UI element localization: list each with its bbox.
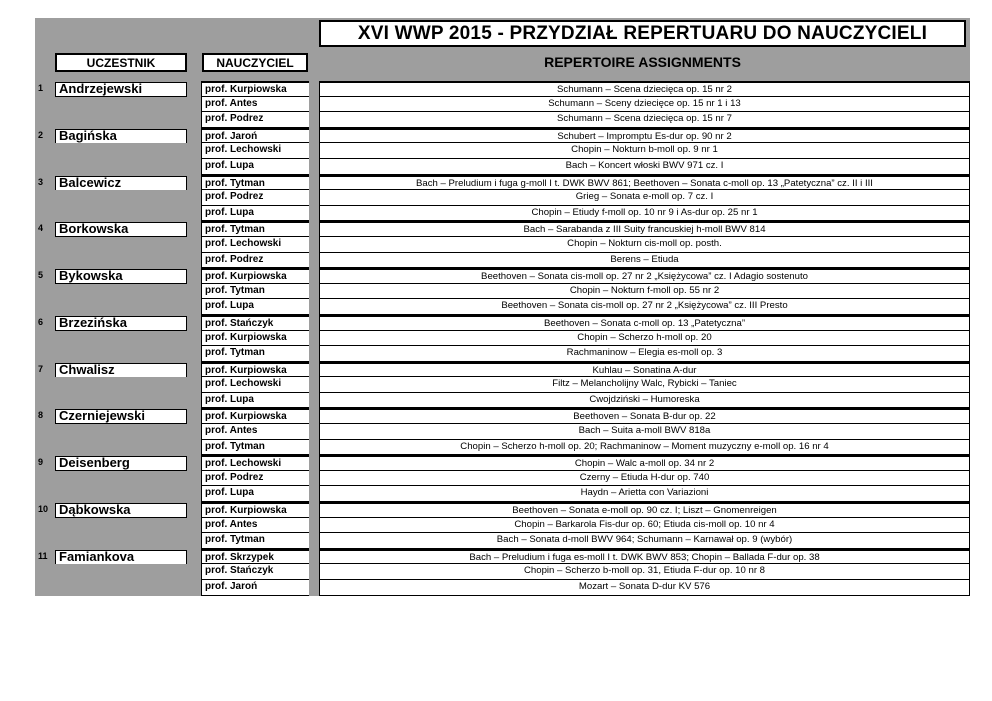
- separator-strip: [309, 533, 319, 549]
- student-cell: [35, 564, 201, 580]
- table-row: [35, 81, 970, 97]
- separator-strip: [309, 299, 319, 315]
- teacher-cell: prof. Lupa: [201, 393, 309, 409]
- teacher-cell: prof. Antes: [201, 97, 309, 113]
- separator-strip: [309, 253, 319, 269]
- teacher-cell: prof. Kurpiowska: [201, 408, 309, 424]
- repertoire-cell: Chopin – Scherzo h-moll op. 20: [319, 331, 970, 347]
- table-row: [35, 190, 970, 206]
- repertoire-cell: Beethoven – Sonata e-moll op. 90 cz. I; Liszt – Gnomenreigen: [319, 502, 970, 518]
- teacher-cell: prof. Tytman: [201, 284, 309, 300]
- teacher-cell: prof. Antes: [201, 518, 309, 534]
- repertoire-cell: Rachmaninow – Elegia es-moll op. 3: [319, 346, 970, 362]
- teacher-cell: prof. Lechowski: [201, 143, 309, 159]
- teacher-cell: prof. Podrez: [201, 253, 309, 269]
- student-name: Famiankova: [55, 550, 187, 565]
- separator-strip: [309, 284, 319, 300]
- separator-strip: [309, 81, 319, 97]
- repertoire-cell: Beethoven – Sonata c-moll op. 13 „Patetyczna”: [319, 315, 970, 331]
- student-number: 10: [38, 504, 49, 515]
- repertoire-cell: Bach – Preludium i fuga es-moll I t. DWK BWV 853; Chopin – Ballada F-dur op. 38: [319, 549, 970, 565]
- student-number: 2: [38, 129, 44, 140]
- student-cell: [35, 128, 201, 144]
- repertoire-cell: Berens – Etiuda: [319, 253, 970, 269]
- repertoire-cell: Cwojdziński – Humoreska: [319, 393, 970, 409]
- separator-strip: [309, 331, 319, 347]
- student-number: 8: [38, 410, 44, 421]
- repertoire-cell: Bach – Sonata d-moll BWV 964; Schumann – Karnawał op. 9 (wybór): [319, 533, 970, 549]
- separator-strip: [309, 486, 319, 502]
- separator-strip: [309, 518, 319, 534]
- separator-strip: [309, 455, 319, 471]
- repertoire-cell: Chopin – Scherzo b-moll op. 31, Etiuda F-dur op. 10 nr 8: [319, 564, 970, 580]
- teacher-cell: prof. Lechowski: [201, 377, 309, 393]
- separator-strip: [309, 159, 319, 175]
- student-cell: [35, 237, 201, 253]
- separator-strip: [309, 97, 319, 113]
- teacher-cell: prof. Stańczyk: [201, 564, 309, 580]
- teacher-cell: prof. Tytman: [201, 440, 309, 456]
- student-number: 6: [38, 316, 44, 327]
- separator-strip: [309, 143, 319, 159]
- repertoire-cell: Czerny – Etiuda H-dur op. 740: [319, 471, 970, 487]
- student-number: 4: [38, 223, 44, 234]
- repertoire-cell: Chopin – Nokturn b-moll op. 9 nr 1: [319, 143, 970, 159]
- table-row: [35, 377, 970, 393]
- column-header-student: UCZESTNIK: [55, 53, 187, 72]
- repertoire-cell: Mozart – Sonata D-dur KV 576: [319, 580, 970, 596]
- student-cell: [35, 81, 201, 97]
- table-row: [35, 440, 970, 456]
- student-cell: [35, 268, 201, 284]
- separator-strip: [309, 190, 319, 206]
- student-number: 7: [38, 363, 44, 374]
- student-name: Andrzejewski: [55, 82, 187, 97]
- student-cell: [35, 206, 201, 222]
- table-row: [35, 268, 970, 284]
- teacher-cell: prof. Jaroń: [201, 128, 309, 144]
- repertoire-cell: Beethoven – Sonata cis-moll op. 27 nr 2 „Księżycowa” cz. I Adagio sostenuto: [319, 268, 970, 284]
- repertoire-cell: Chopin – Barkarola Fis-dur op. 60; Etiuda cis-moll op. 10 nr 4: [319, 518, 970, 534]
- teacher-cell: prof. Lupa: [201, 206, 309, 222]
- repertoire-cell: Bach – Suita a-moll BWV 818a: [319, 424, 970, 440]
- teacher-cell: prof. Tytman: [201, 346, 309, 362]
- student-cell: [35, 97, 201, 113]
- student-number: 11: [38, 550, 48, 561]
- student-cell: [35, 440, 201, 456]
- assignment-rows: [35, 81, 970, 596]
- repertoire-cell: Chopin – Scherzo h-moll op. 20; Rachmaninow – Moment muzyczny e-moll op. 16 nr 4: [319, 440, 970, 456]
- student-name: Chwalisz: [55, 363, 187, 378]
- separator-strip: [309, 440, 319, 456]
- separator-strip: [309, 175, 319, 191]
- table-row: [35, 518, 970, 534]
- column-header-teacher: NAUCZYCIEL: [202, 53, 308, 72]
- student-number: 1: [38, 83, 44, 93]
- student-cell: [35, 315, 201, 331]
- separator-strip: [309, 549, 319, 565]
- separator-strip: [309, 424, 319, 440]
- table-row: [35, 580, 970, 596]
- student-name: Bagińska: [55, 129, 187, 144]
- separator-strip: [309, 393, 319, 409]
- teacher-cell: prof. Lupa: [201, 159, 309, 175]
- table-row: [35, 299, 970, 315]
- student-cell: [35, 486, 201, 502]
- table-row: [35, 424, 970, 440]
- student-cell: [35, 221, 201, 237]
- separator-strip: [309, 112, 319, 128]
- student-cell: [35, 299, 201, 315]
- table-row: [35, 331, 970, 347]
- table-row: [35, 221, 970, 237]
- separator-strip: [309, 206, 319, 222]
- table-row: [35, 486, 970, 502]
- page-title: XVI WWP 2015 - PRZYDZIAŁ REPERTUARU DO NAUCZYCIELI: [319, 20, 966, 47]
- student-name: Bykowska: [55, 269, 187, 284]
- repertoire-cell: Bach – Preludium i fuga g-moll I t. DWK BWV 861; Beethoven – Sonata c-moll op. 13 „Patetyczna” cz. II i III: [319, 175, 970, 191]
- separator-strip: [309, 564, 319, 580]
- separator-strip: [309, 221, 319, 237]
- teacher-cell: prof. Kurpiowska: [201, 502, 309, 518]
- repertoire-cell: Chopin – Etiudy f-moll op. 10 nr 9 i As-dur op. 25 nr 1: [319, 206, 970, 222]
- repertoire-cell: Bach – Sarabanda z III Suity francuskiej h-moll BWV 814: [319, 221, 970, 237]
- separator-strip: [309, 128, 319, 144]
- teacher-cell: prof. Kurpiowska: [201, 81, 309, 97]
- student-cell: [35, 175, 201, 191]
- student-cell: [35, 253, 201, 269]
- table-row: [35, 237, 970, 253]
- student-cell: [35, 346, 201, 362]
- table-row: [35, 455, 970, 471]
- student-cell: [35, 408, 201, 424]
- table-row: [35, 393, 970, 409]
- teacher-cell: prof. Skrzypek: [201, 549, 309, 565]
- student-number: 3: [38, 176, 44, 187]
- student-name: Borkowska: [55, 222, 187, 237]
- table-row: [35, 175, 970, 191]
- separator-strip: [309, 315, 319, 331]
- student-cell: [35, 159, 201, 175]
- student-cell: [35, 455, 201, 471]
- teacher-cell: prof. Stańczyk: [201, 315, 309, 331]
- student-cell: [35, 580, 201, 596]
- student-cell: [35, 393, 201, 409]
- table-row: [35, 362, 970, 378]
- table-row: [35, 159, 970, 175]
- repertoire-cell: Schumann – Sceny dziecięce op. 15 nr 1 i 13: [319, 97, 970, 113]
- student-name: Czerniejewski: [55, 409, 187, 424]
- teacher-cell: prof. Tytman: [201, 175, 309, 191]
- table-row: [35, 128, 970, 144]
- repertoire-cell: Chopin – Nokturn f-moll op. 55 nr 2: [319, 284, 970, 300]
- separator-strip: [309, 346, 319, 362]
- student-name: Balcewicz: [55, 176, 187, 191]
- student-name: Deisenberg: [55, 456, 187, 471]
- repertoire-cell: Schumann – Scena dziecięca op. 15 nr 2: [319, 81, 970, 97]
- teacher-cell: prof. Podrez: [201, 190, 309, 206]
- repertoire-cell: Grieg – Sonata e-moll op. 7 cz. I: [319, 190, 970, 206]
- repertoire-cell: Schumann – Scena dziecięca op. 15 nr 7: [319, 112, 970, 128]
- teacher-cell: prof. Tytman: [201, 221, 309, 237]
- student-cell: [35, 331, 201, 347]
- separator-strip: [309, 237, 319, 253]
- table-row: [35, 346, 970, 362]
- table-row: [35, 143, 970, 159]
- sheet-header: [35, 18, 970, 81]
- student-cell: [35, 190, 201, 206]
- teacher-cell: prof. Podrez: [201, 471, 309, 487]
- table-row: [35, 549, 970, 565]
- student-cell: [35, 533, 201, 549]
- page-subtitle: REPERTOIRE ASSIGNMENTS: [544, 54, 741, 70]
- repertoire-cell: Beethoven – Sonata B-dur op. 22: [319, 408, 970, 424]
- repertoire-cell: Schubert – Impromptu Es-dur op. 90 nr 2: [319, 128, 970, 144]
- student-cell: [35, 284, 201, 300]
- teacher-cell: prof. Lechowski: [201, 455, 309, 471]
- repertoire-cell: Filtz – Melancholijny Walc, Rybicki – Taniec: [319, 377, 970, 393]
- repertoire-cell: Chopin – Walc a-moll op. 34 nr 2: [319, 455, 970, 471]
- table-row: [35, 97, 970, 113]
- teacher-cell: prof. Kurpiowska: [201, 362, 309, 378]
- repertoire-cell: Haydn – Arietta con Variazioni: [319, 486, 970, 502]
- student-cell: [35, 362, 201, 378]
- separator-strip: [309, 377, 319, 393]
- teacher-cell: prof. Jaroń: [201, 580, 309, 596]
- student-number: 9: [38, 457, 44, 468]
- student-cell: [35, 471, 201, 487]
- table-row: [35, 502, 970, 518]
- repertoire-cell: Beethoven – Sonata cis-moll op. 27 nr 2 „Księżycowa” cz. III Presto: [319, 299, 970, 315]
- table-row: [35, 253, 970, 269]
- teacher-cell: prof. Antes: [201, 424, 309, 440]
- repertoire-sheet: [35, 18, 970, 596]
- separator-strip: [309, 268, 319, 284]
- teacher-cell: prof. Tytman: [201, 533, 309, 549]
- teacher-cell: prof. Kurpiowska: [201, 268, 309, 284]
- separator-strip: [309, 408, 319, 424]
- student-cell: [35, 112, 201, 128]
- table-row: [35, 112, 970, 128]
- table-row: [35, 564, 970, 580]
- student-cell: [35, 518, 201, 534]
- teacher-cell: prof. Lechowski: [201, 237, 309, 253]
- table-row: [35, 408, 970, 424]
- teacher-cell: prof. Podrez: [201, 112, 309, 128]
- repertoire-cell: Chopin – Nokturn cis-moll op. posth.: [319, 237, 970, 253]
- student-cell: [35, 549, 201, 565]
- teacher-cell: prof. Lupa: [201, 299, 309, 315]
- separator-strip: [309, 580, 319, 596]
- table-row: [35, 533, 970, 549]
- repertoire-cell: Bach – Koncert włoski BWV 971 cz. I: [319, 159, 970, 175]
- table-row: [35, 315, 970, 331]
- student-cell: [35, 377, 201, 393]
- student-name: Dąbkowska: [55, 503, 187, 518]
- student-number: 5: [38, 270, 44, 281]
- separator-strip: [309, 471, 319, 487]
- teacher-cell: prof. Lupa: [201, 486, 309, 502]
- separator-strip: [309, 502, 319, 518]
- table-row: [35, 206, 970, 222]
- student-cell: [35, 424, 201, 440]
- separator-strip: [309, 362, 319, 378]
- table-row: [35, 471, 970, 487]
- student-cell: [35, 143, 201, 159]
- student-name: Brzezińska: [55, 316, 187, 331]
- teacher-cell: prof. Kurpiowska: [201, 331, 309, 347]
- student-cell: [35, 502, 201, 518]
- repertoire-cell: Kuhlau – Sonatina A-dur: [319, 362, 970, 378]
- table-row: [35, 284, 970, 300]
